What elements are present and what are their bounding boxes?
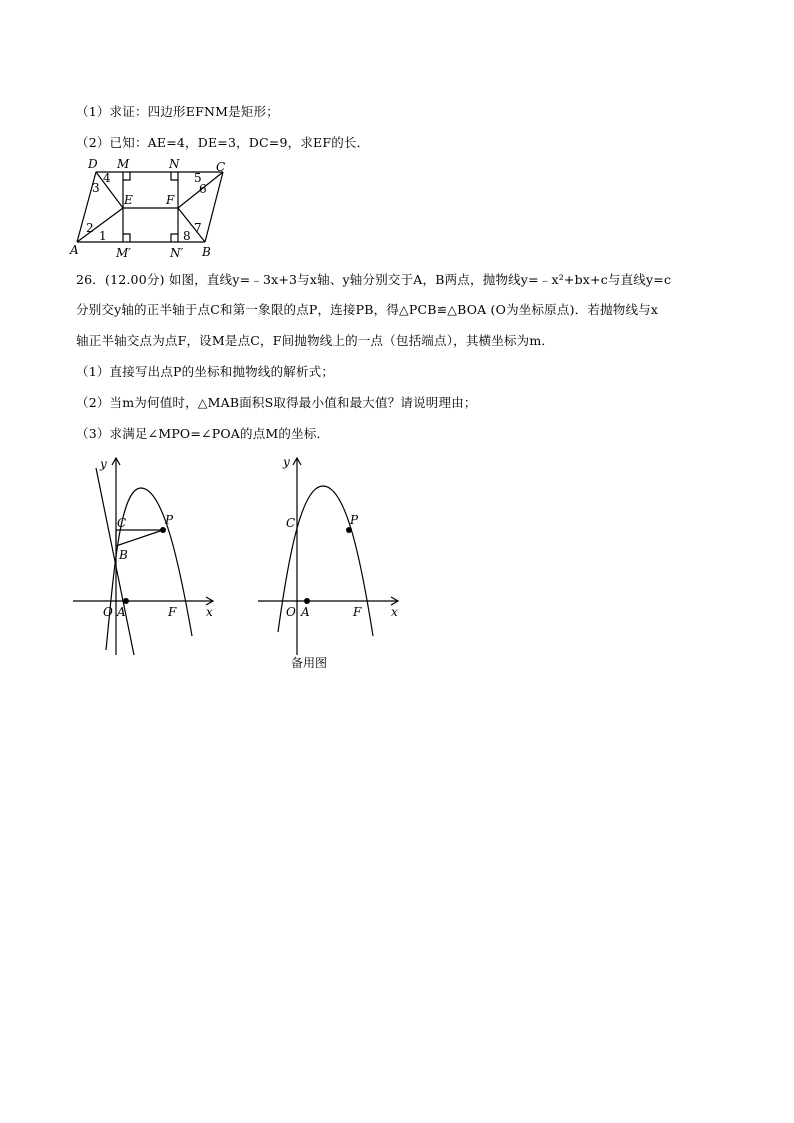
point-P xyxy=(346,527,352,533)
q25-figure xyxy=(70,156,230,260)
label-y: y xyxy=(283,455,290,469)
side-CB xyxy=(205,172,223,242)
q26-stem-line1: 26．(12.00分) 如图，直线y=﹣3x+3与x轴、y轴分别交于A，B两点，抛物线y=﹣x²+bx+c与直线y=c xyxy=(76,272,672,287)
label-A: A xyxy=(301,605,310,619)
label-x: x xyxy=(206,605,213,619)
q25-part1: （1）求证：四边形EFNM是矩形； xyxy=(76,104,279,119)
label-F: F xyxy=(353,605,362,619)
point-P xyxy=(160,527,166,533)
label-F: F xyxy=(166,193,175,207)
label-D: D xyxy=(88,157,98,171)
label-Mprime: M′ xyxy=(116,246,132,260)
label-N: N xyxy=(169,157,180,171)
q25-part2: （2）已知：AE=4，DE=3，DC=9，求EF的长． xyxy=(76,135,370,150)
q26-part3: （3）求满足∠MPO=∠POA的点M的坐标． xyxy=(76,426,330,441)
angle-5: 5 xyxy=(194,171,202,185)
angle-1: 1 xyxy=(99,229,107,243)
label-P: P xyxy=(165,513,174,527)
label-B: B xyxy=(202,245,211,259)
label-B: B xyxy=(119,548,128,562)
angle-8: 8 xyxy=(183,229,191,243)
label-M: M xyxy=(117,157,130,171)
label-Nprime: N′ xyxy=(170,246,184,260)
right-angle-N xyxy=(171,172,178,180)
label-C: C xyxy=(286,516,296,530)
q26-stem-line2: 分别交y轴的正半轴于点C和第一象限的点P，连接PB，得△PCB≌△BOA (O为坐标原点)．若抛物线与x xyxy=(76,302,659,317)
point-A xyxy=(304,598,310,604)
q26-part2: （2）当m为何值时，△MAB面积S取得最小值和最大值？请说明理由； xyxy=(76,395,477,410)
q26-graph2 xyxy=(253,450,413,675)
right-angle-M xyxy=(123,172,130,180)
q26-stem-line3: 轴正半轴交点为点F，设M是点C，F间抛物线上的一点（包括端点），其横坐标为m． xyxy=(76,333,555,348)
label-O: O xyxy=(286,605,296,619)
angle-3: 3 xyxy=(92,181,100,195)
q26-graph1 xyxy=(68,450,228,660)
angle-4: 4 xyxy=(103,171,111,185)
label-P: P xyxy=(350,513,359,527)
angle-6: 6 xyxy=(199,182,207,196)
label-x: x xyxy=(391,605,398,619)
right-angle-Mprime xyxy=(123,234,130,242)
label-A: A xyxy=(70,243,79,257)
q26-part1: （1）直接写出点P的坐标和抛物线的解析式； xyxy=(76,364,335,379)
label-O: O xyxy=(103,605,113,619)
parabola xyxy=(106,488,192,650)
label-C: C xyxy=(216,160,226,174)
point-A xyxy=(123,598,129,604)
angle-2: 2 xyxy=(86,221,94,235)
label-y: y xyxy=(100,457,107,471)
angle-7: 7 xyxy=(194,221,202,235)
label-F: F xyxy=(168,605,177,619)
right-angle-Nprime xyxy=(171,234,178,242)
label-E: E xyxy=(124,193,133,207)
segment-PB xyxy=(116,530,163,546)
label-A: A xyxy=(117,605,126,619)
graph2-caption: 备用图 xyxy=(291,656,328,670)
label-C: C xyxy=(117,516,127,530)
